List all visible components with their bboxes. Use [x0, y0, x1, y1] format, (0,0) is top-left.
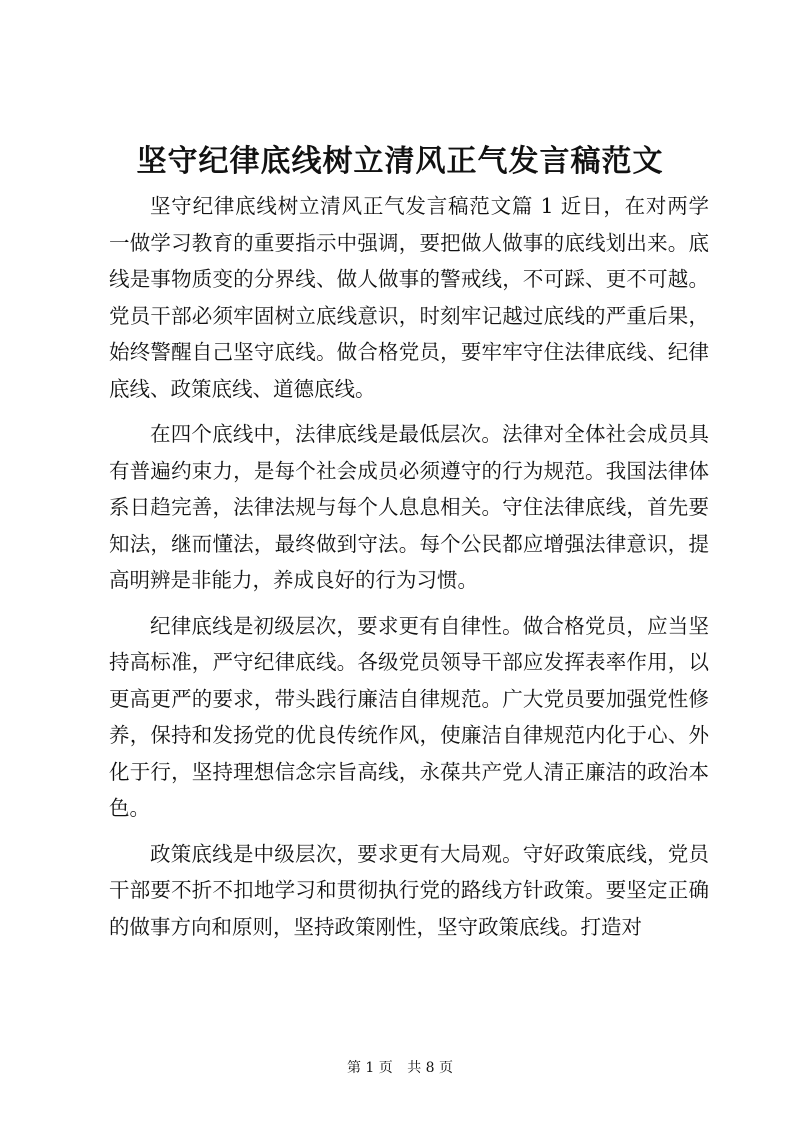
page-total: 共 8 页 — [407, 1060, 454, 1076]
document-title: 坚守纪律底线树立清风正气发言稿范文 — [136, 144, 664, 179]
paragraph-1: 坚守纪律底线树立清风正气发言稿范文篇 1 近日，在对两学一做学习教育的重要指示中强调，要把做人做事的底线划出来。底线是事物质变的分界线、做人做事的警戒线，不可踩、更不可越。党员干部必须牢固树立底线意识，时刻牢记越过底线的严重后果，始终警醒自己坚守底线。做合格党员，要牢牢守住法律底线、纪律底线、政策底线、道德底线。 — [109, 194, 709, 401]
document-body — [109, 188, 709, 945]
paragraph-2: 在四个底线中，法律底线是最低层次。法律对全体社会成员具有普遍约束力，是每个社会成员必须遵守的行为规范。我国法律体系日趋完善，法律法规与每个人息息相关。守住法律底线，首先要知法，继而懂法，最终做到守法。每个公民都应增强法律意识，提高明辨是非能力，养成良好的行为习惯。 — [109, 422, 709, 592]
page-footer — [0, 1058, 800, 1078]
paragraph-4: 政策底线是中级层次，要求更有大局观。守好政策底线，党员干部要不折不扣地学习和贯彻执行党的路线方针政策。要坚定正确的做事方向和原则，坚持政策刚性，坚守政策底线。打造对 — [109, 841, 709, 939]
page-number: 第 1 页 — [346, 1060, 393, 1076]
paragraph-3: 纪律底线是初级层次，要求更有自律性。做合格党员，应当坚持高标准，严守纪律底线。各级党员领导干部应发挥表率作用，以更高更严的要求，带头践行廉洁自律规范。广大党员要加强党性修养，保持和发扬党的优良传统作风，使廉洁自律规范内化于心、外化于行，坚持理想信念宗旨高线，永葆共产党人清正廉洁的政治本色。 — [109, 613, 709, 820]
